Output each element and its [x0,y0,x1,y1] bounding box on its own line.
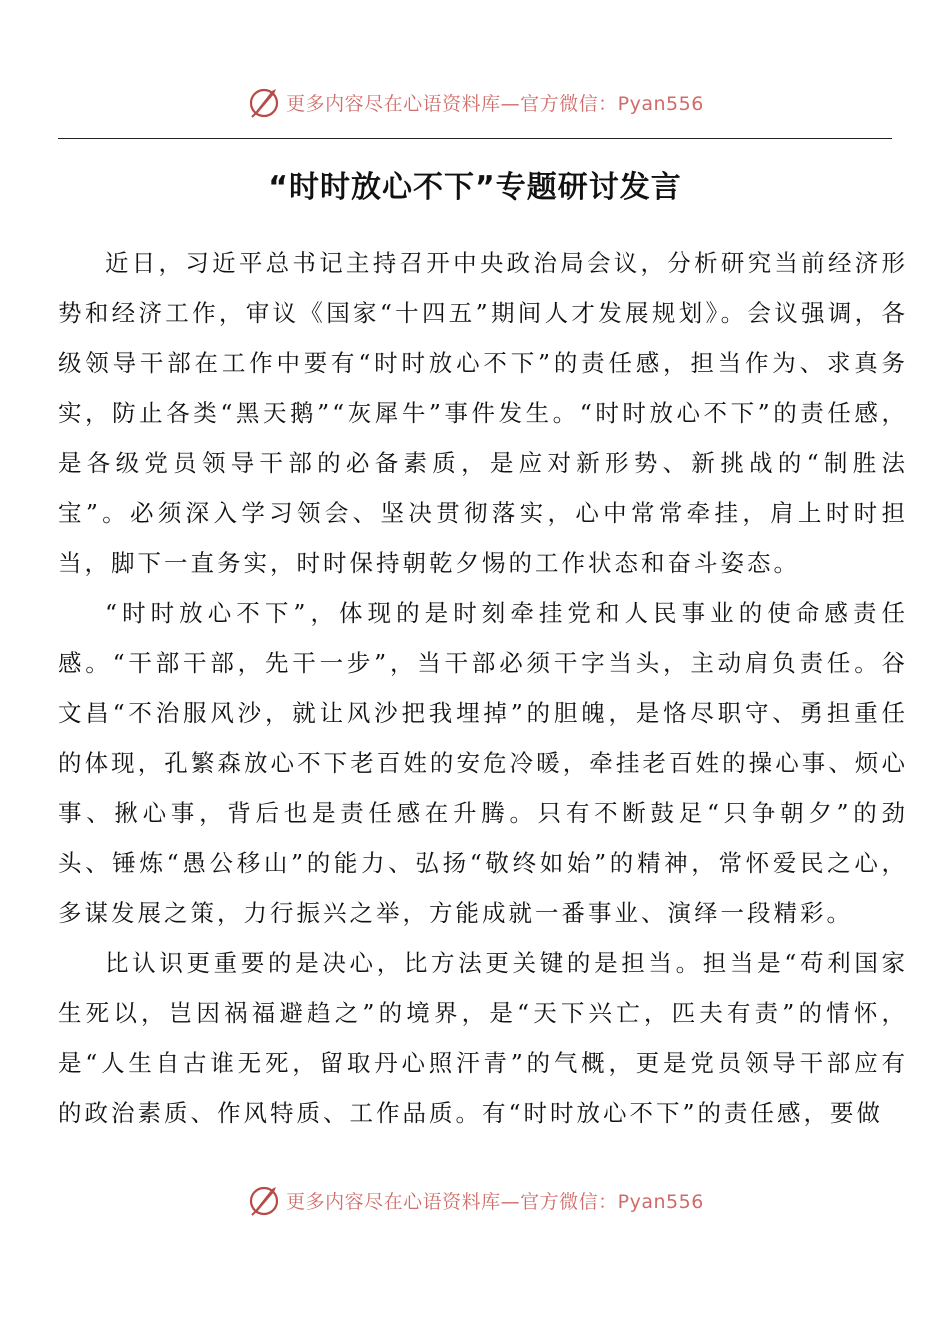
document-body [58,238,908,1138]
header-divider [58,138,892,139]
document-title: “时时放心不下”专题研讨发言 [268,170,682,205]
page-header-watermark [0,82,950,122]
paragraph-3: 比认识更重要的是决心，比方法更关键的是担当。担当是“苟利国家生死以，岂因祸福避趋之”的境界，是“天下兴亡，匹夫有责”的情怀，是“人生自古谁无死，留取丹心照汗青”的气概，更是党员领导干部应有的政治素质、作风特质、工作品质。有“时时放心不下”的责任感，要做 [58,949,908,1127]
footer-brand-text: 更多内容尽在心语资料库—官方微信：Pyan556 [286,1190,704,1213]
quill-pen-circle-icon [246,1182,282,1218]
paragraph-2: “时时放心不下”，体现的是时刻牵挂党和人民事业的使命感责任感。“干部干部，先干一步”，当干部必须干字当头，主动肩负责任。谷文昌“不治服风沙，就让风沙把我埋掉”的胆魄，是恪尽职守、勇担重任的体现，孔繁森放心不下老百姓的安危冷暖，牵挂老百姓的操心事、烦心事、揪心事，背后也是责任感在升腾。只有不断鼓足“只争朝夕”的劲头、锤炼“愚公移山”的能力、弘扬“敬终如始”的精神，常怀爱民之心，多谋发展之策，力行振兴之举，方能成就一番事业、演绎一段精彩。 [58,599,908,927]
header-brand-text: 更多内容尽在心语资料库—官方微信：Pyan556 [286,92,704,115]
page-footer-watermark [0,1180,950,1220]
quill-pen-circle-icon [246,84,282,120]
paragraph-1: 近日，习近平总书记主持召开中央政治局会议，分析研究当前经济形势和经济工作，审议《国家“十四五”期间人才发展规划》。会议强调，各级领导干部在工作中要有“时时放心不下”的责任感，担当作为、求真务实，防止各类“黑天鹅”“灰犀牛”事件发生。“时时放心不下”的责任感，是各级党员领导干部的必备素质，是应对新形势、新挑战的“制胜法宝”。必须深入学习领会、坚决贯彻落实，心中常常牵挂，肩上时时担当，脚下一直务实，时时保持朝乾夕惕的工作状态和奋斗姿态。 [58,249,908,577]
